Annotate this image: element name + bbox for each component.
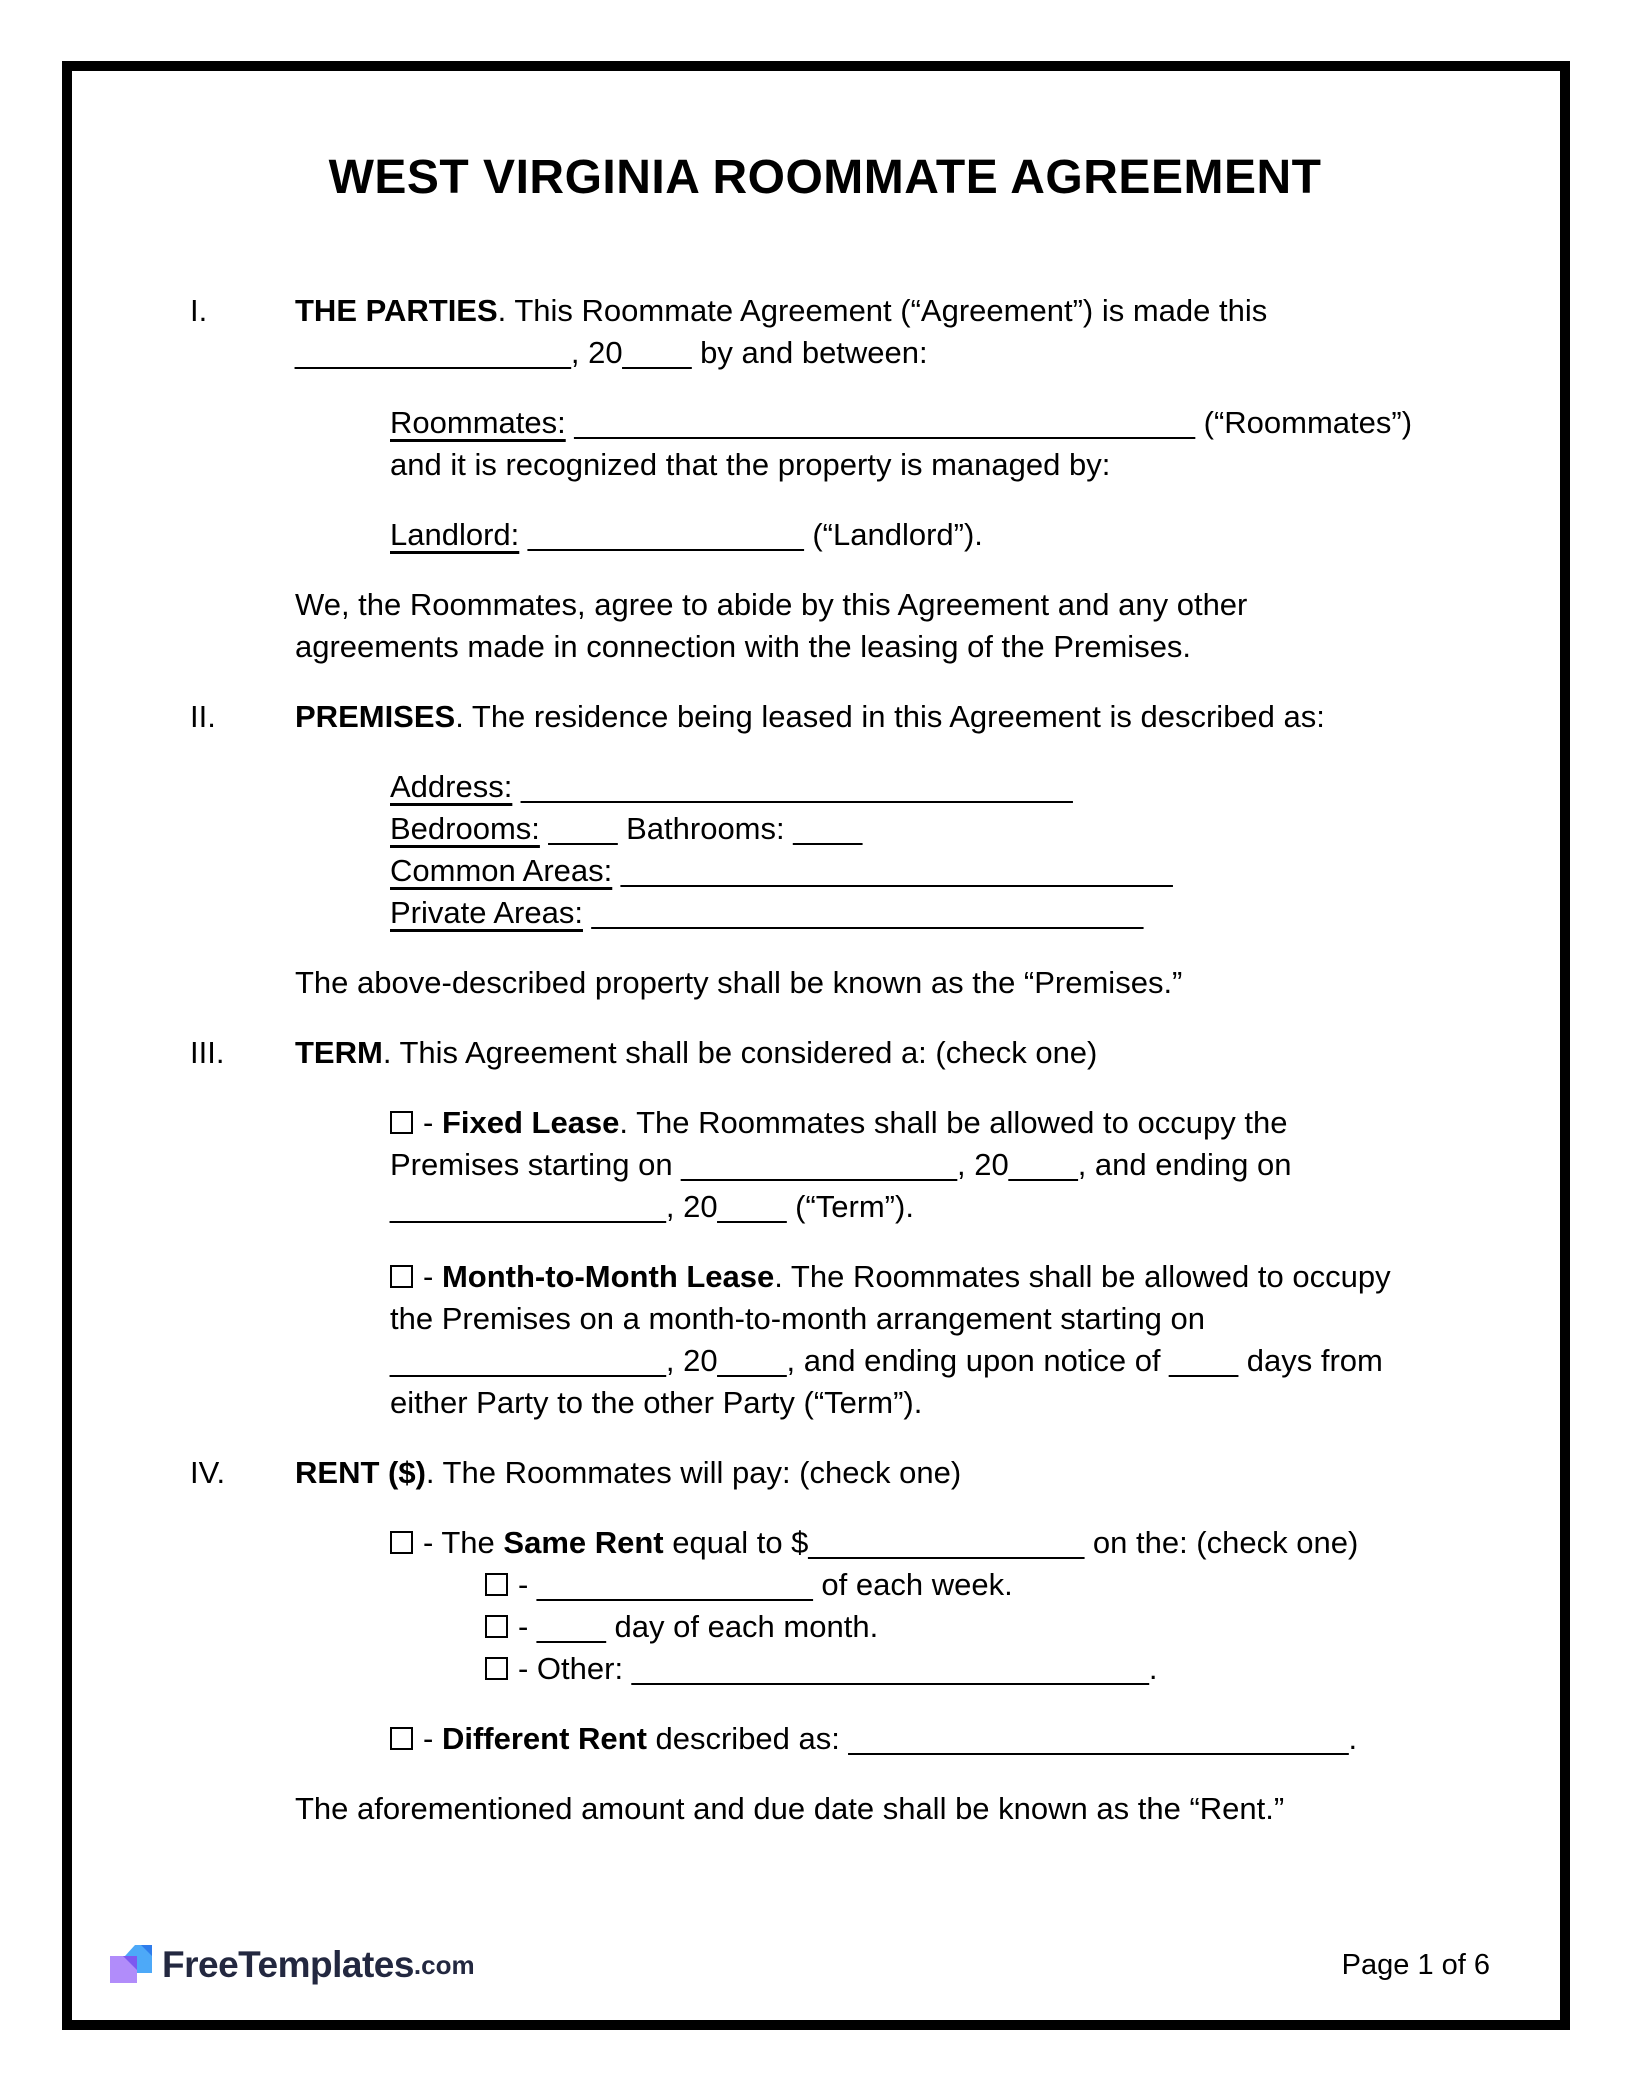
month-to-month-rest: . The Roommates shall be allowed to occupy: [774, 1259, 1391, 1294]
fixed-lease-rest: . The Roommates shall be allowed to occupy the: [619, 1105, 1288, 1140]
different-rent-checkbox-icon[interactable]: [390, 1727, 413, 1750]
parties-heading-rest: . This Roommate Agreement (“Agreement”) is made this: [497, 293, 1268, 328]
document-title: WEST VIRGINIA ROOMMATE AGREEMENT: [328, 151, 1322, 204]
premises-details: [390, 766, 1460, 934]
different-rent-label: Different Rent: [441, 1721, 647, 1756]
rent-heading-rest: . The Roommates will pay: (check one): [425, 1455, 962, 1490]
page-number: Page 1 of 6: [1341, 1948, 1490, 1981]
monthly-option-line: [485, 1606, 1460, 1648]
page-footer: [108, 1942, 1490, 1988]
pledge-paragraph: [295, 584, 1460, 668]
month-to-month-pre: -: [423, 1259, 442, 1294]
section-numeral-rent: IV.: [190, 1455, 226, 1490]
freetemplates-logo-icon: [108, 1942, 154, 1988]
parties-heading: THE PARTIES: [295, 293, 498, 328]
premises-heading-rest: . The residence being leased in this Agreement is described as:: [455, 699, 1325, 734]
freetemplates-brand: [108, 1942, 475, 1988]
other-option-line: [485, 1648, 1460, 1690]
brand-name: FreeTemplates: [162, 1944, 414, 1985]
fixed-lease-pre: -: [423, 1105, 442, 1140]
address-label: Address:: [390, 769, 513, 804]
rent-heading-line: [295, 1452, 1460, 1494]
parties-heading-line: [295, 290, 1460, 332]
month-to-month-option: [390, 1256, 1460, 1424]
term-heading-rest: . This Agreement shall be considered a: (check one): [382, 1035, 1098, 1070]
term-heading-line: [295, 1032, 1460, 1074]
address-blank[interactable]: ________________________________: [512, 769, 1073, 804]
same-rent-checkbox-icon[interactable]: [390, 1531, 413, 1554]
brand-tld: .com: [413, 1949, 475, 1980]
weekly-text: - ________________ of each week.: [518, 1567, 1013, 1602]
month-to-month-label: Month-to-Month Lease: [441, 1259, 775, 1294]
common-areas-label: Common Areas:: [390, 853, 613, 888]
landlord-label: Landlord:: [390, 517, 520, 552]
rent-heading: RENT ($): [295, 1455, 426, 1490]
landlord-paragraph: [390, 514, 1460, 556]
different-rent-pre: -: [423, 1721, 442, 1756]
landlord-name-blank[interactable]: ________________ (“Landlord”).: [519, 517, 983, 552]
section-rent: [190, 1452, 1460, 1830]
roommates-paragraph: [390, 402, 1460, 486]
pledge-line-2: agreements made in connection with the leasing of the Premises.: [295, 629, 1192, 664]
premises-heading-line: [295, 696, 1460, 738]
common-areas-blank[interactable]: ________________________________: [612, 853, 1173, 888]
same-rent-label: Same Rent: [503, 1525, 664, 1560]
private-areas-blank[interactable]: ________________________________: [582, 895, 1144, 930]
weekly-option-line: [485, 1564, 1460, 1606]
roommates-label: Roommates:: [390, 405, 566, 440]
section-numeral-premises: II.: [190, 699, 216, 734]
fixed-lease-line-3: ________________, 20____ (“Term”).: [390, 1189, 914, 1224]
fixed-lease-checkbox-icon[interactable]: [390, 1111, 413, 1134]
month-to-month-checkbox-icon[interactable]: [390, 1265, 413, 1288]
section-numeral-parties: I.: [190, 293, 208, 328]
section-term: [190, 1032, 1460, 1424]
document-content: [74, 72, 1560, 1830]
section-premises: [190, 696, 1460, 1004]
same-rent-rest: equal to $________________ on the: (check one): [663, 1525, 1359, 1560]
month-to-month-line-4: either Party to the other Party (“Term”).: [390, 1385, 923, 1420]
section-numeral-term: III.: [190, 1035, 225, 1070]
premises-heading: PREMISES: [295, 699, 456, 734]
bedrooms-label: Bedrooms:: [390, 811, 540, 846]
fixed-lease-label: Fixed Lease: [441, 1105, 620, 1140]
weekly-checkbox-icon[interactable]: [485, 1573, 508, 1596]
rent-known-as: The aforementioned amount and due date shall be known as the “Rent.”: [295, 1791, 1285, 1826]
bedrooms-bathrooms-line: [390, 808, 1460, 850]
roommates-continuation: and it is recognized that the property is managed by:: [390, 447, 1111, 482]
bathrooms-label: Bathrooms:: [626, 811, 785, 846]
different-rent-option: [390, 1718, 1460, 1760]
agreement-date-blank-line: ________________, 20____ by and between:: [295, 335, 928, 370]
section-the-parties: [190, 290, 1460, 668]
pledge-line-1: We, the Roommates, agree to abide by this Agreement and any other: [295, 587, 1248, 622]
month-to-month-line-3: ________________, 20____, and ending upon notice of ____ days from: [390, 1343, 1383, 1378]
same-rent-option: [390, 1522, 1460, 1690]
fixed-lease-option: [390, 1102, 1460, 1228]
monthly-text: - ____ day of each month.: [518, 1609, 879, 1644]
roommates-paren: (“Roommates”): [1203, 405, 1413, 440]
monthly-checkbox-icon[interactable]: [485, 1615, 508, 1638]
fixed-lease-line-2: Premises starting on ________________, 20____, and ending on: [390, 1147, 1292, 1182]
premises-known-as: The above-described property shall be known as the “Premises.”: [295, 965, 1183, 1000]
address-line: [390, 766, 1460, 808]
same-rent-pre: - The: [423, 1525, 504, 1560]
term-heading: TERM: [295, 1035, 383, 1070]
different-rent-rest: described as: _____________________________.: [646, 1721, 1358, 1756]
private-areas-line: [390, 892, 1460, 934]
private-areas-label: Private Areas:: [390, 895, 583, 930]
other-text: - Other: ______________________________.: [518, 1651, 1158, 1686]
other-checkbox-icon[interactable]: [485, 1657, 508, 1680]
month-to-month-line-2: the Premises on a month-to-month arrangement starting on: [390, 1301, 1206, 1336]
bedrooms-blank[interactable]: ____: [539, 811, 627, 846]
common-areas-line: [390, 850, 1460, 892]
bathrooms-blank[interactable]: ____: [784, 811, 863, 846]
roommates-name-blank[interactable]: ____________________________________: [565, 405, 1204, 440]
